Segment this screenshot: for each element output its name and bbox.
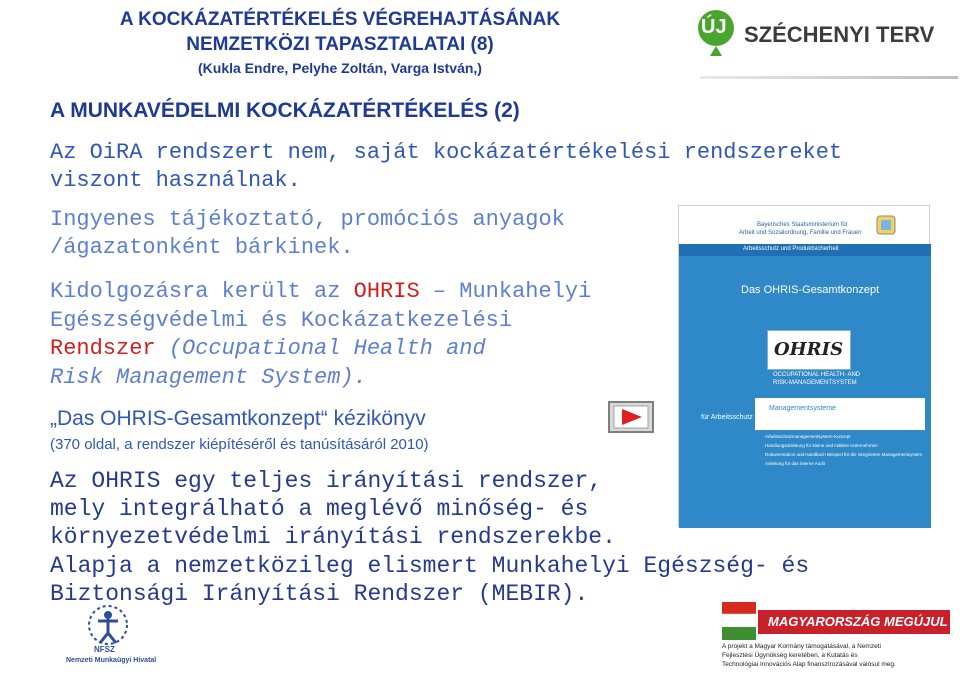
book-list-item: Dokumentation und Handbuch Beispiel für die integrierten Managementsystem (765, 452, 923, 457)
header-title-line2: NEMZETKÖZI TAPASZTALATAI (8) (186, 34, 494, 55)
ministry-line1: Bayerisches Staatsministerium für (757, 222, 848, 228)
book-subtitle-line2: RISK-MANAGEMENTSYSTEM (773, 380, 857, 386)
para4-line2: mely integrálható a meglévő minőség- és (50, 496, 589, 522)
footer-note-line2: Fejlesztési Ügynökség keretében, a Kutatás és (722, 652, 858, 659)
book-bar-text: Arbeitsschutz und Produktsicherheit (743, 246, 839, 252)
nfsz-emblem-icon (80, 603, 136, 649)
para4-line4: Alapja a nemzetközileg elismert Munkahelyi Egészség- és (50, 553, 810, 579)
book-box-line1: Managementsysteme (769, 405, 836, 412)
szechenyi-terv-text: SZÉCHENYI TERV (744, 22, 935, 47)
footer-note-line1: A projekt a Magyar Kormány támogatásával, a Nemzeti (722, 643, 881, 650)
para3-line3 (50, 336, 486, 361)
book-list-item: Handlungsanleitung für kleine und mittlere Unternehmen (765, 443, 878, 448)
para3-l1-c: – Munkahelyi (419, 279, 592, 304)
play-button[interactable] (608, 401, 654, 433)
mm-logo-text: MAGYARORSZÁG MEGÚJUL (768, 614, 948, 629)
nfsz-abbr: NFSZ (94, 645, 115, 654)
para3-line1 (50, 279, 591, 304)
para3-l1-a: Kidolgozásra került az (50, 279, 354, 304)
ohris-logo-text: OHRIS (774, 339, 844, 360)
header-authors: (Kukla Endre, Pelyhe Zoltán, Varga István,) (198, 60, 482, 76)
handbook-title: „Das OHRIS-Gesamtkonzept“ kézikönyv (50, 407, 426, 430)
book-box-line2: für Arbeitsschutz und Anlagensicherheit (701, 414, 824, 421)
book-list (765, 434, 921, 470)
book-list-item: Anleitung für das interne Audit (765, 461, 826, 466)
ohris-logo-box (767, 330, 851, 370)
uj-badge-text: ÚJ (701, 16, 727, 38)
book-title: Das OHRIS-Gesamtkonzept (741, 284, 880, 296)
para3-line4: Risk Management System). (50, 365, 367, 390)
para3-l3-b: (Occupational Health and (155, 336, 486, 361)
section-title: A MUNKAVÉDELMI KOCKÁZATÉRTÉKELÉS (2) (50, 99, 520, 122)
para1-line2: viszont használnak. (50, 168, 301, 193)
book-subtitle-line1: OCCUPATIONAL HEALTH- AND (773, 372, 861, 378)
nfsz-logo (58, 603, 158, 669)
header-divider (700, 76, 958, 79)
nfsz-name: Nemzeti Munkaügyi Hivatal (66, 657, 157, 664)
para1-line1: Az OiRA rendszert nem, saját kockázatértékelési rendszereket (50, 140, 843, 165)
szechenyi-terv-logo (688, 6, 935, 62)
rendszer-highlight: Rendszer (50, 336, 156, 361)
footer-note-line3: Technológiai Innovációs Alap finanszírozásával valósul meg. (722, 661, 896, 668)
para4-line1: Az OHRIS egy teljes irányítási rendszer, (50, 468, 603, 494)
hungarian-flag-icon (722, 602, 756, 640)
para2-line1: Ingyenes tájékoztató, promóciós anyagok (50, 207, 565, 232)
para4-line5: Biztonsági Irányítási Rendszer (MEBIR). (50, 581, 589, 607)
ministry-line2: Arbeit und Sozialordnung, Familie und Frauen (739, 230, 862, 236)
book-blue-area (679, 256, 931, 528)
para3-line2: Egészségvédelmi és Kockázatkezelési (50, 308, 513, 333)
play-icon (610, 403, 652, 431)
para2-line2: /ágazatonként bárkinek. (50, 235, 354, 260)
book-list-item: Arbeitsschutzmanagementsystem-Konzept (765, 434, 851, 439)
ohris-highlight: OHRIS (353, 279, 420, 304)
bavarian-coat-of-arms-icon (875, 214, 897, 236)
para4-line3: környezetvédelmi irányítási rendszerekbe. (50, 524, 616, 550)
book-cover (678, 205, 930, 527)
header-title-line1: A KOCKÁZATÉRTÉKELÉS VÉGREHAJTÁSÁNAK (119, 9, 561, 30)
magyarorszag-megujul-logo (722, 602, 950, 640)
handbook-details: (370 oldal, a rendszer kiépítéséről és tanúsításáról 2010) (50, 436, 429, 453)
